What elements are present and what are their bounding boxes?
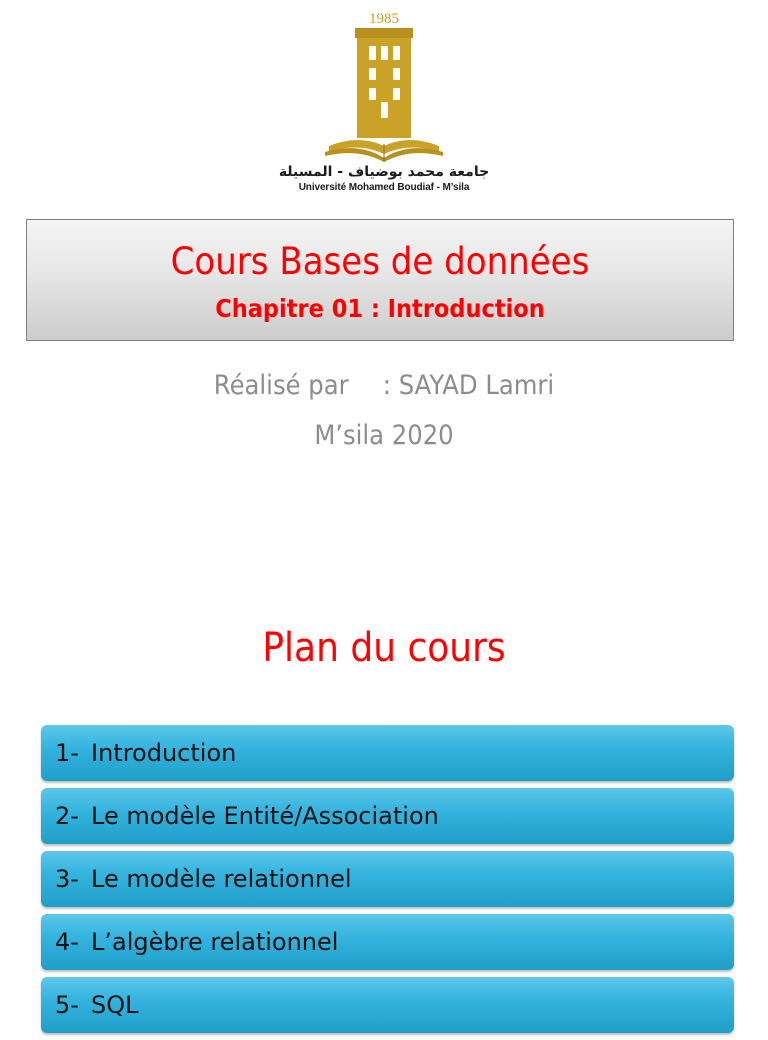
author-label: Réalisé par xyxy=(213,370,349,401)
plan-item-number: 4- xyxy=(55,928,79,956)
plan-item-number: 5- xyxy=(55,991,79,1019)
plan-item-label: Le modèle relationnel xyxy=(91,865,352,893)
plan-list xyxy=(41,725,734,1040)
plan-item-number: 2- xyxy=(55,802,79,830)
course-title: Cours Bases de données xyxy=(170,240,590,283)
logo-latin-name: Université Mohamed Boudiaf - M’sila xyxy=(298,182,470,193)
plan-item-label: Le modèle Entité/Association xyxy=(91,802,439,830)
plan-item-entite-association[interactable] xyxy=(41,788,734,844)
plan-item-number: 3- xyxy=(55,865,79,893)
logo-arabic-name: جامعة محمد بوضياف - المسيلة xyxy=(278,164,490,180)
author-line xyxy=(38,368,729,404)
plan-item-introduction[interactable] xyxy=(41,725,734,781)
university-tower-logo-icon xyxy=(289,6,479,166)
plan-item-algebre-relationnel[interactable] xyxy=(41,914,734,970)
plan-item-sql[interactable] xyxy=(41,977,734,1033)
university-logo xyxy=(0,0,768,210)
plan-item-label: L’algèbre relationnel xyxy=(91,928,339,956)
plan-title: Plan du cours xyxy=(262,625,506,671)
plan-item-label: Introduction xyxy=(91,739,237,767)
logo-year: 1985 xyxy=(369,11,399,27)
plan-item-label: SQL xyxy=(91,991,139,1019)
author-name: : SAYAD Lamri xyxy=(382,370,555,401)
title-box xyxy=(26,219,734,341)
place-date: M’sila 2020 xyxy=(314,420,454,451)
plan-item-number: 1- xyxy=(55,739,79,767)
chapter-title: Chapitre 01 : Introduction xyxy=(215,294,545,323)
plan-item-modele-relationnel[interactable] xyxy=(41,851,734,907)
